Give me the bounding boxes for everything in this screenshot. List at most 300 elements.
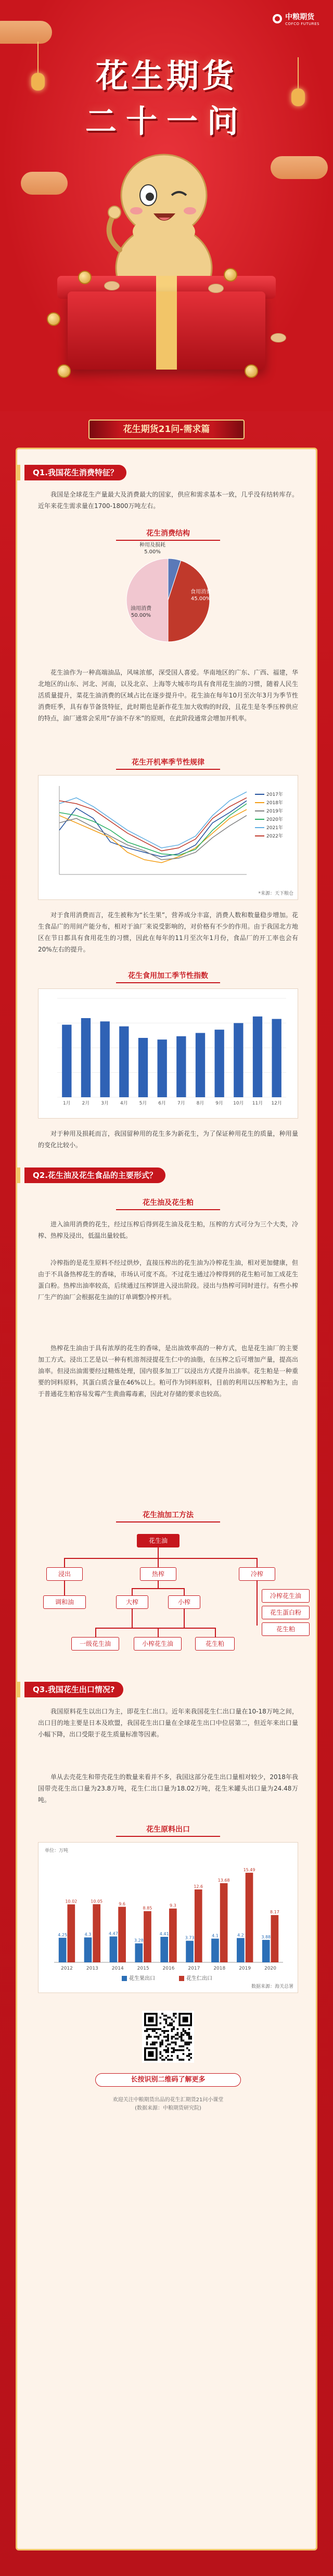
export-bar-label-0-4: 4.41	[159, 1932, 169, 1936]
qr-module	[163, 2059, 165, 2061]
qr-module	[190, 2036, 192, 2038]
qr-module	[184, 2044, 186, 2046]
qr-module	[171, 2041, 173, 2044]
qr-module	[159, 2053, 161, 2055]
qr-module	[152, 2030, 154, 2032]
qr-module	[169, 2044, 171, 2046]
qr-module	[181, 2034, 183, 2036]
flow-bottom-grade1: 一级花生油	[71, 1637, 119, 1651]
pie-label-oil-value: 50.00%	[131, 613, 151, 618]
qr-module	[175, 2038, 177, 2040]
export-bar-1-1	[93, 1904, 100, 1962]
pie-slice-2	[126, 559, 168, 642]
export-tick-1: 2013	[86, 1966, 98, 1971]
qr-module	[161, 2040, 163, 2042]
legend-label-3: 2020年	[266, 817, 283, 822]
bar-4	[138, 1038, 148, 1097]
qr-module	[156, 2032, 158, 2034]
flow-branch-extract: 浸出	[46, 1567, 83, 1581]
qr-module	[188, 2041, 190, 2044]
q1-heading: Q1.我国花生消费特征？	[24, 465, 126, 480]
qr-module	[159, 2016, 161, 2019]
bar-tick-2: 3月	[101, 1101, 109, 1106]
qr-module	[178, 2049, 181, 2051]
qr-module	[169, 2024, 171, 2026]
qr-module	[153, 2030, 156, 2032]
qr-module	[167, 2059, 169, 2061]
qr-module	[158, 2038, 160, 2040]
qr-module	[165, 2040, 167, 2042]
footnote	[38, 2096, 298, 2113]
qr-module	[169, 2022, 171, 2024]
qr-module	[173, 2036, 175, 2038]
qr-module	[181, 2036, 183, 2038]
bar-chart-title: 花生食用加工季节性指数	[116, 970, 220, 983]
qr-module	[183, 2053, 185, 2055]
qr-module	[173, 2041, 175, 2044]
flow-bottom-meal: 花生粕	[195, 1637, 235, 1651]
qr-module	[188, 2053, 190, 2055]
qr-module	[167, 2036, 169, 2038]
qr-code-icon[interactable]	[142, 2011, 194, 2063]
export-bar-0-0	[59, 1938, 67, 1962]
export-bar-0-7	[237, 1938, 245, 1962]
export-bar-label-0-7: 4.2	[237, 1933, 244, 1938]
pie-label-food	[183, 589, 219, 602]
qr-module	[173, 2028, 175, 2030]
qr-module	[177, 2038, 179, 2040]
line-chart-box	[38, 775, 298, 900]
export-tick-0: 2012	[60, 1966, 73, 1971]
qr-module	[175, 2044, 177, 2046]
seasonal-bar-chart	[39, 989, 298, 1118]
export-bar-label-1-3: 8.85	[143, 1906, 152, 1911]
q2-heading: Q2.花生油及花生食品的主要形式？	[24, 1168, 165, 1183]
export-bar-1-2	[118, 1907, 126, 1962]
bar-tick-0: 1月	[62, 1101, 71, 1106]
qr-module	[159, 2022, 161, 2024]
qr-module	[183, 2028, 185, 2030]
qr-module	[188, 2038, 190, 2040]
qr-module	[159, 2057, 161, 2059]
export-bar-0-4	[160, 1937, 168, 1962]
qr-module	[173, 2015, 175, 2017]
q1-paragraph-1: 我国是全球花生产量最大及消费最大的国家，供应和需求基本一致，几乎没有结转库存。近年来花生需求量在1700-1800万吨左右。	[38, 491, 298, 510]
qr-module	[188, 2034, 190, 2036]
legend-label-2: 2019年	[266, 809, 283, 814]
qr-module	[150, 2036, 152, 2038]
export-bar-0-1	[84, 1937, 92, 1962]
qr-module	[177, 2032, 179, 2034]
bar-tick-9: 10月	[233, 1101, 244, 1106]
pie-label-oil-name: 油用消费	[131, 606, 151, 612]
qr-module	[171, 2059, 173, 2061]
qr-module	[181, 2049, 183, 2051]
export-bar-label-1-8: 8.17	[270, 1910, 279, 1915]
bar-5	[158, 1039, 167, 1097]
bar-11	[272, 1019, 281, 1097]
coin-icon	[57, 364, 71, 378]
export-bar-label-1-6: 13.68	[217, 1878, 230, 1883]
export-bar-label-1-2: 9.6	[119, 1901, 125, 1907]
qr-module	[171, 2019, 173, 2021]
export-bar-0-3	[135, 1944, 143, 1962]
qr-module	[163, 2036, 165, 2038]
bar-tick-7: 8月	[196, 1101, 204, 1106]
export-chart-source: 数据来源：海关总署	[251, 1984, 293, 1989]
bar-2	[100, 1021, 110, 1097]
qr-module	[177, 2049, 179, 2051]
export-tick-5: 2017	[188, 1966, 200, 1971]
qr-module	[165, 2036, 167, 2038]
qr-module	[186, 2055, 188, 2057]
qr-module	[175, 2013, 177, 2015]
export-bar-label-1-4: 9.3	[169, 1903, 176, 1908]
qr-module	[152, 2044, 154, 2046]
export-legend-label-1: 花生仁出口	[186, 1976, 212, 1982]
qr-module	[167, 2044, 169, 2046]
footnote-line2: (数据来源：中粮期货研究院)	[135, 2105, 201, 2111]
pie-label-food-value: 45.00%	[190, 596, 211, 602]
line-series-4	[59, 792, 247, 848]
bar-tick-1: 2月	[82, 1101, 90, 1106]
bar-8	[215, 1030, 224, 1097]
qr-module	[146, 2030, 148, 2032]
qr-module	[171, 2024, 173, 2026]
qr-module	[173, 2047, 175, 2049]
export-bar-label-1-0: 10.02	[65, 1899, 78, 1904]
qr-module	[150, 2028, 152, 2030]
qr-module	[183, 2049, 185, 2051]
qr-module	[159, 2051, 161, 2053]
qr-module	[165, 2057, 167, 2059]
qr-module	[181, 2046, 183, 2048]
qr-module	[167, 2034, 169, 2036]
coin-icon	[224, 268, 237, 282]
qr-module	[148, 2034, 150, 2036]
flow-branch-hot: 热榨	[140, 1567, 176, 1581]
flow-root: 花生油	[137, 1534, 180, 1547]
qr-module	[167, 2030, 169, 2032]
qr-module	[188, 2036, 190, 2038]
qr-module	[150, 2044, 152, 2046]
legend-label-5: 2022年	[266, 834, 283, 839]
cloud-decoration	[21, 172, 68, 195]
qr-module	[144, 2030, 146, 2032]
pie-label-seed-name: 种用及损耗	[139, 542, 165, 548]
qr-module	[158, 2028, 160, 2030]
qr-module	[163, 2026, 165, 2028]
bar-tick-10: 11月	[252, 1101, 263, 1106]
qr-module	[165, 2019, 167, 2021]
qr-module	[183, 2034, 185, 2036]
qr-module	[175, 2041, 177, 2044]
flow-leaf-protein: 花生蛋白粉	[262, 1606, 310, 1619]
qr-module	[146, 2044, 148, 2046]
hero-title-line1: 花生期货	[95, 57, 237, 95]
export-bar-1-5	[195, 1889, 202, 1962]
qr-module	[165, 2022, 167, 2024]
qr-module	[156, 2028, 158, 2030]
qr-module	[184, 2041, 186, 2044]
qr-module	[188, 2028, 190, 2030]
qr-module	[173, 2021, 175, 2023]
export-tick-2: 2014	[111, 1966, 124, 1971]
coin-icon	[245, 364, 258, 378]
qr-module	[165, 2015, 167, 2017]
bar-tick-3: 4月	[120, 1101, 128, 1106]
qr-module	[146, 2041, 148, 2044]
bar-7	[196, 1033, 205, 1098]
qr-module	[153, 2036, 156, 2038]
qr-module	[183, 2059, 185, 2061]
qr-module	[167, 2016, 169, 2019]
qr-module	[153, 2041, 156, 2044]
qr-module	[159, 2041, 161, 2044]
export-legend-swatch-0	[122, 1976, 127, 1981]
qr-module	[159, 2046, 161, 2048]
qr-module	[161, 2055, 163, 2057]
qr-module	[188, 2032, 190, 2034]
export-bar-label-1-5: 12.6	[194, 1884, 203, 1889]
export-legend-label-0: 花生果出口	[129, 1976, 155, 1982]
qr-module	[190, 2057, 192, 2059]
flow-title: 花生油加工方法	[116, 1509, 220, 1522]
utilization-line-chart	[39, 776, 298, 899]
qr-module	[163, 2049, 165, 2051]
qr-module	[167, 2047, 169, 2049]
qr-module	[169, 2059, 171, 2061]
export-bar-label-0-5: 3.73	[185, 1935, 195, 1940]
qr-module	[186, 2032, 188, 2034]
qr-module	[173, 2013, 175, 2015]
qr-module	[178, 2036, 181, 2038]
pie-chart-title: 花生消费结构	[116, 527, 220, 541]
qr-module	[178, 2046, 181, 2048]
bar-0	[62, 1025, 71, 1097]
qr-module	[165, 2051, 167, 2053]
qr-module	[153, 2028, 156, 2030]
export-bar-0-2	[110, 1936, 118, 1962]
qr-module	[148, 2036, 150, 2038]
qr-module	[173, 2049, 175, 2051]
q1-paragraph-2: 花生油作为一种高端油品，风味浓郁，深受国人喜爱。华南地区的广东、广西、福建，华北地区的山东、河北、河南，以及北京、上海等大城市均具有食用花生油的习惯，随着人民生活质量提升，菜花生油消费的区域占比在逐步提升中。花生油在每年10月至次年3月为季节性消费旺季，具有春节备货特征，此时期也是新作花生加大收购的时段，且花生是冬季压榨供应的特点，油厂通常会采用“存油不存米”的原则，在此阶段通常会增加开机率。	[38, 669, 298, 722]
qr-module	[165, 2021, 167, 2023]
qr-module	[148, 2028, 150, 2030]
export-bar-label-0-1: 4.3	[84, 1932, 92, 1937]
qr-module	[190, 2041, 192, 2044]
export-bar-1-3	[144, 1911, 151, 1962]
peanut-icon	[208, 284, 224, 293]
export-chart-unit: 单位：万吨	[45, 1848, 69, 1854]
export-legend-swatch-1	[179, 1976, 184, 1981]
qr-module	[167, 2051, 169, 2053]
qr-module	[165, 2030, 167, 2032]
pie-label-seed-value: 5.00%	[144, 549, 161, 555]
qr-module	[171, 2038, 173, 2040]
qr-module	[171, 2022, 173, 2024]
qr-module	[167, 2049, 169, 2051]
qr-module	[146, 2028, 148, 2030]
gift-box	[68, 291, 265, 370]
qr-module	[171, 2047, 173, 2049]
bar-9	[234, 1023, 243, 1098]
qr-module	[171, 2055, 173, 2057]
qr-module	[175, 2016, 177, 2019]
pie-label-food-name: 食用消费	[190, 589, 211, 595]
export-bar-1-0	[67, 1905, 75, 1962]
qr-module	[156, 2041, 158, 2044]
flow-leaf-big: 大榨	[116, 1595, 148, 1609]
pie-label-oil	[120, 605, 162, 619]
qr-module	[146, 2036, 148, 2038]
export-bar-1-6	[220, 1883, 228, 1962]
qr-finder-core	[183, 2016, 188, 2022]
bar-10	[253, 1017, 262, 1097]
export-bar-0-8	[262, 1940, 270, 1962]
qr-module	[169, 2016, 171, 2019]
qr-module	[152, 2041, 154, 2044]
qr-module	[163, 2019, 165, 2021]
line-chart-source: *来源：天下粮仓	[258, 891, 293, 896]
legend-label-4: 2021年	[266, 826, 283, 831]
section-banner: 花生期货21问-需求篇	[88, 420, 245, 439]
qr-module	[163, 2030, 165, 2032]
qr-module	[165, 2046, 167, 2048]
logo-icon	[273, 14, 282, 23]
content-card	[16, 448, 317, 2550]
brand-name-en: COFCO FUTURES	[285, 22, 319, 26]
qr-module	[181, 2038, 183, 2040]
qr-module	[167, 2055, 169, 2057]
qr-module	[173, 2051, 175, 2053]
line-series-2	[59, 816, 247, 860]
qr-module	[178, 2059, 181, 2061]
flow-bottom-small-oil: 小榨花生油	[134, 1637, 182, 1651]
qr-module	[188, 2044, 190, 2046]
qr-finder-core	[148, 2016, 153, 2022]
export-chart-title: 花生原料出口	[116, 1823, 220, 1837]
qr-module	[161, 2013, 163, 2015]
qr-module	[186, 2044, 188, 2046]
bar-tick-4: 5月	[139, 1101, 147, 1106]
flow-leaf-blend: 调和油	[43, 1595, 86, 1609]
export-tick-6: 2018	[213, 1966, 226, 1971]
hero-banner	[0, 0, 333, 411]
bar-tick-8: 9月	[215, 1101, 224, 1106]
qr-module	[158, 2036, 160, 2038]
qr-module	[173, 2026, 175, 2028]
q3-heading: Q3.我国花生出口情况?	[24, 1682, 123, 1697]
q1-paragraph-4: 对于种用及损耗而言，我国留种用的花生多为新花生，为了保证种用花生的质量，种用量的变化比较小。	[38, 1130, 298, 1149]
qr-module	[177, 2057, 179, 2059]
qr-module	[177, 2028, 179, 2030]
export-tick-4: 2016	[162, 1966, 175, 1971]
export-bar-label-0-3: 3.28	[134, 1938, 144, 1943]
hero-title-line2: 二十一问	[85, 104, 248, 140]
export-bar-1-8	[271, 1915, 279, 1962]
bar-tick-5: 6月	[158, 1101, 166, 1106]
qr-module	[159, 2044, 161, 2046]
export-tick-7: 2019	[239, 1966, 251, 1971]
q2-paragraph-1: 进入油用消费的花生，经过压榨后得到花生油及花生粕，压榨的方式可分为三个大类，冷榨、热榨及浸出，低温出量较低。	[38, 1221, 298, 1239]
bar-tick-6: 7月	[177, 1101, 185, 1106]
export-bar-label-0-2: 4.47	[109, 1931, 118, 1936]
qr-module	[186, 2034, 188, 2036]
export-bar-label-0-8: 3.88	[261, 1934, 271, 1939]
qr-module	[161, 2044, 163, 2046]
qr-module	[175, 2049, 177, 2051]
q1-paragraph-3: 对于食用消费而言，花生被称为“长生果”，营养成分丰富，消费人数和数量稳步增加。花生食品广的用间产能分布，相对于油厂来说受影响的，对价格有不少的作用。由于我国北方地区在节日都具有食用花生的习惯，因此在每年的11月至次年1月份，食品厂的开工率也会有20%左右的提升。	[38, 911, 298, 953]
bar-chart-box	[38, 988, 298, 1119]
export-tick-8: 2020	[264, 1966, 277, 1971]
flow-leaf-small: 小榨	[168, 1595, 200, 1609]
export-bar-label-1-7: 15.49	[243, 1867, 255, 1872]
q2-paragraph-3: 热榨花生油由于具有浓厚的花生的香味，是出油效率高的一种方式，也是花生油厂的主要加工方式。浸出工艺是以一种有机溶剂浸提花生仁中的油脂，在压榨之后可增加产量，提高出油率。但浸出油需要经过精炼处理，国内很多加工厂以浸出方式提升出油率。花生粕是一种重要的饲料原料，其蛋白质含量在46%以上。粕可作为饲料原料，目前的利用以压榨粕为主，由于普通花生粕容易发霉产生黄曲霉毒素，因此对存储的要求也较高。	[38, 1344, 298, 1398]
qr-module	[161, 2041, 163, 2044]
q2-paragraph-2: 冷榨指的是花生原料不经过烘炒，直接压榨出的花生油为冷榨花生油，相对更加健康，但由于不具备热榨花生的香味，市场认可度不高。不过花生通过冷榨得到的花生粕可加工成花生蛋白粉。热榨出油率较高，后续通过压榨饼进入浸出阶段。浸出与热榨可同时进行。有些小榨厂生产的油厂会根据花生油的订单调整冷榨开机。	[38, 1259, 298, 1301]
bar-6	[176, 1036, 186, 1097]
peanut-icon	[104, 281, 120, 290]
pie-label-seed	[121, 542, 184, 555]
brand-logo	[273, 11, 319, 26]
qr-caption: 长按识别二维码了解更多	[95, 2073, 241, 2087]
qr-module	[175, 2034, 177, 2036]
qr-module	[171, 2030, 173, 2032]
qr-module	[181, 2040, 183, 2042]
line-series-3	[59, 804, 247, 855]
qr-module	[153, 2044, 156, 2046]
qr-module	[167, 2038, 169, 2040]
qr-finder-core	[148, 2051, 153, 2057]
legend-label-0: 2017年	[266, 792, 283, 797]
q3-paragraph-1: 我国原料花生以出口为主，即花生仁出口。近年来我国花生仁出口量在10-18万吨之间，出口目的地主要是日本及欧盟，我国花生出口量在全球花生出口中位居第二，但近年来出口量小幅下降，出口受限于花生质量标准等因素。	[38, 1708, 298, 1738]
flow-branch-cold: 冷榨	[239, 1567, 275, 1581]
peanut-icon	[271, 333, 286, 342]
qr-module	[190, 2053, 192, 2055]
qr-module	[186, 2047, 188, 2049]
flow-leaf-meal: 花生粕	[262, 1622, 310, 1636]
qr-module	[188, 2055, 190, 2057]
qr-module	[167, 2040, 169, 2042]
qr-module	[181, 2059, 183, 2061]
export-chart-box	[38, 1842, 298, 1993]
q3-paragraph-2: 单从去壳花生和带壳花生的数量来看并不多，我国这部分花生出口量相对较少，2018年我国带壳花生出口量为23.8万吨，花生仁出口量为18.02万吨，花生米罐头出口量为24.48万吨。	[38, 1773, 298, 1804]
export-bar-chart	[39, 1843, 298, 1993]
qr-module	[186, 2041, 188, 2044]
qr-module	[184, 2032, 186, 2034]
qr-module	[188, 2049, 190, 2051]
bar-tick-11: 12月	[271, 1101, 282, 1106]
qr-module	[159, 2028, 161, 2030]
qr-module	[188, 2059, 190, 2061]
qr-module	[171, 2036, 173, 2038]
q2-subheading: 花生油及花生粕	[116, 1197, 220, 1210]
qr-module	[163, 2015, 165, 2017]
qr-module	[159, 2034, 161, 2036]
qr-module	[171, 2028, 173, 2030]
cloud-decoration	[271, 156, 328, 179]
qr-module	[163, 2032, 165, 2034]
qr-module	[183, 2046, 185, 2048]
qr-module	[183, 2040, 185, 2042]
qr-module	[177, 2034, 179, 2036]
qr-module	[184, 2030, 186, 2032]
export-tick-3: 2015	[137, 1966, 149, 1971]
brand-name: 中粮期货	[285, 13, 315, 21]
legend-label-1: 2018年	[266, 801, 283, 806]
cloud-decoration	[0, 21, 52, 44]
